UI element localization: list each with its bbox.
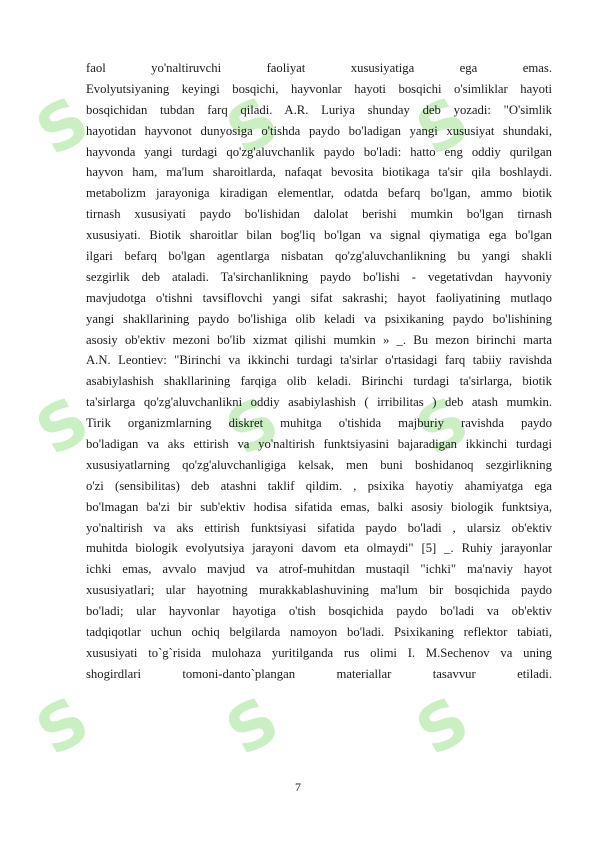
text-line: tadqiqotlar uchun ochiq belgilarda namoyon bo'ladi. Psixikaning reflektor tabiati, [86, 625, 552, 640]
text-line: xususiyati to`g`risida mulohaza yuritilganda rus olimi I. M.Sechenov va uning [86, 645, 552, 660]
watermark-letter: S [24, 383, 102, 471]
text-line: bo'lmagan ba'zi bir sub'ektiv hodisa sifatida emas, balki asosiy biologik funktsiya, [86, 499, 552, 514]
text-line: ichki emas, avvalo mavjud va atrof-muhitdan mustaqil "ichki" ma'naviy hayot [86, 562, 552, 577]
text-line: hayvonda yangi turdagi qo'zg'aluvchanlik paydo bo'ladi: hatto eng oddiy qurilgan [86, 144, 552, 159]
watermark-letter: S [24, 683, 102, 771]
text-line: xususiyatlari; ular hayotning murakkablashuvining ma'lum bir bosqichida paydo [86, 583, 552, 598]
text-line: xususiyatlarning qo'zg'aluvchanligiga kelsak, men buni boshidanoq sezgirlikning [86, 457, 552, 472]
text-line: mavjudotga o'tishni tavsiflovchi yangi sifat sakrashi; hayot faoliyatining mutlaqo [86, 290, 552, 305]
text-line: asabiylashish shakllarining farqiga olib keladi. Birinchi turdagi ta'sirlarga, biotik [86, 374, 552, 389]
watermark-letter: S [214, 383, 292, 471]
text-line: xususiyati. Biotik sharoitlar bilan bog'liq bo'lgan va signal qiymatiga ega bo'lgan [86, 228, 552, 243]
text-line: hayvon ham, ma'lum sharoitlarda, nafaqat bevosita biotikaga ta'sir qila boshlaydi. [86, 165, 552, 180]
watermark-letter: S [214, 83, 292, 171]
watermark-letter: S [404, 83, 482, 171]
text-line: ilgari befarq bo'lgan agentlarga nisbatan qo'zg'aluvchanlikning bu yangi shakli [86, 249, 552, 264]
text-line: sezgirlik deb ataladi. Ta'sirchanlikning paydo bo'lishi - vegetativdan hayvoniy [86, 269, 552, 284]
text-line: tirnash xususiyati paydo bo'lishidan dalolat berishi mumkin bo'lgan tirnash [86, 207, 552, 222]
watermark-letter: S [214, 683, 292, 771]
text-line: bo'ladi; ular hayvonlar hayotiga o'tish bosqichida paydo bo'ladi va ob'ektiv [86, 604, 552, 619]
text-line: yo'naltirish va aks ettirish funktsiyasi sifatida paydo bo'ladi , ularsiz ob'ektiv [86, 520, 552, 535]
text-line: asosiy ob'ektiv mezoni bo'lib xizmat qilishi mumkin » _. Bu mezon birinchi marta [86, 332, 552, 347]
text-line: metabolizm jarayoniga kiradigan elementlar, odatda befarq bo'lgan, ammo biotik [86, 186, 552, 201]
text-line: Tirik organizmlarning diskret muhitga o'tishida majburiy ravishda paydo [86, 416, 552, 431]
text-line: ta'sirlarga qo'zg'aluvchanlikni oddiy asabiylashish ( irribilitas ) deb atash mumkin. [86, 395, 552, 410]
watermark-letter: S [404, 383, 482, 471]
text-line: o'zi (sensibilitas) deb atashni taklif qildim. , psixika hayotiy ahamiyatga ega [86, 478, 552, 493]
watermark-letter: S [24, 83, 102, 171]
text-line: Evolyutsiyaning keyingi bosqichi, hayvonlar hayoti bosqichi o'simliklar hayoti [86, 81, 552, 96]
text-line: hayotidan hayvonot dunyosiga o'tishda paydo bo'ladigan yangi xususiyat shundaki, [86, 123, 552, 138]
text-line: yangi shakllarining paydo bo'lishiga olib keladi va psixikaning paydo bo'lishining [86, 311, 552, 326]
body-text [86, 58, 552, 685]
text-line: muhitda biologik evolyutsiya jarayoni davom eta olmaydi" [5] _. Ruhiy jarayonlar [86, 541, 552, 556]
text-line: bo'ladigan va aks ettirish va yo'naltirish funktsiyasini bajaradigan ikkinchi turdagi [86, 437, 552, 452]
text-line: bosqichidan tubdan farq qiladi. A.R. Luriya shunday deb yozadi: "O'simlik [86, 102, 552, 117]
text-line: faol yo'naltiruvchi faoliyat xususiyatiga ega emas. [86, 61, 552, 75]
page-number: 7 [295, 780, 301, 794]
text-line: shogirdlari tomoni-danto`plangan materiallar tasavvur etiladi. [86, 666, 552, 681]
text-line: A.N. Leontiev: "Birinchi va ikkinchi turdagi ta'sirlar o'rtasidagi farq tabiiy ravishda [86, 353, 552, 368]
watermark-letter: S [404, 683, 482, 771]
